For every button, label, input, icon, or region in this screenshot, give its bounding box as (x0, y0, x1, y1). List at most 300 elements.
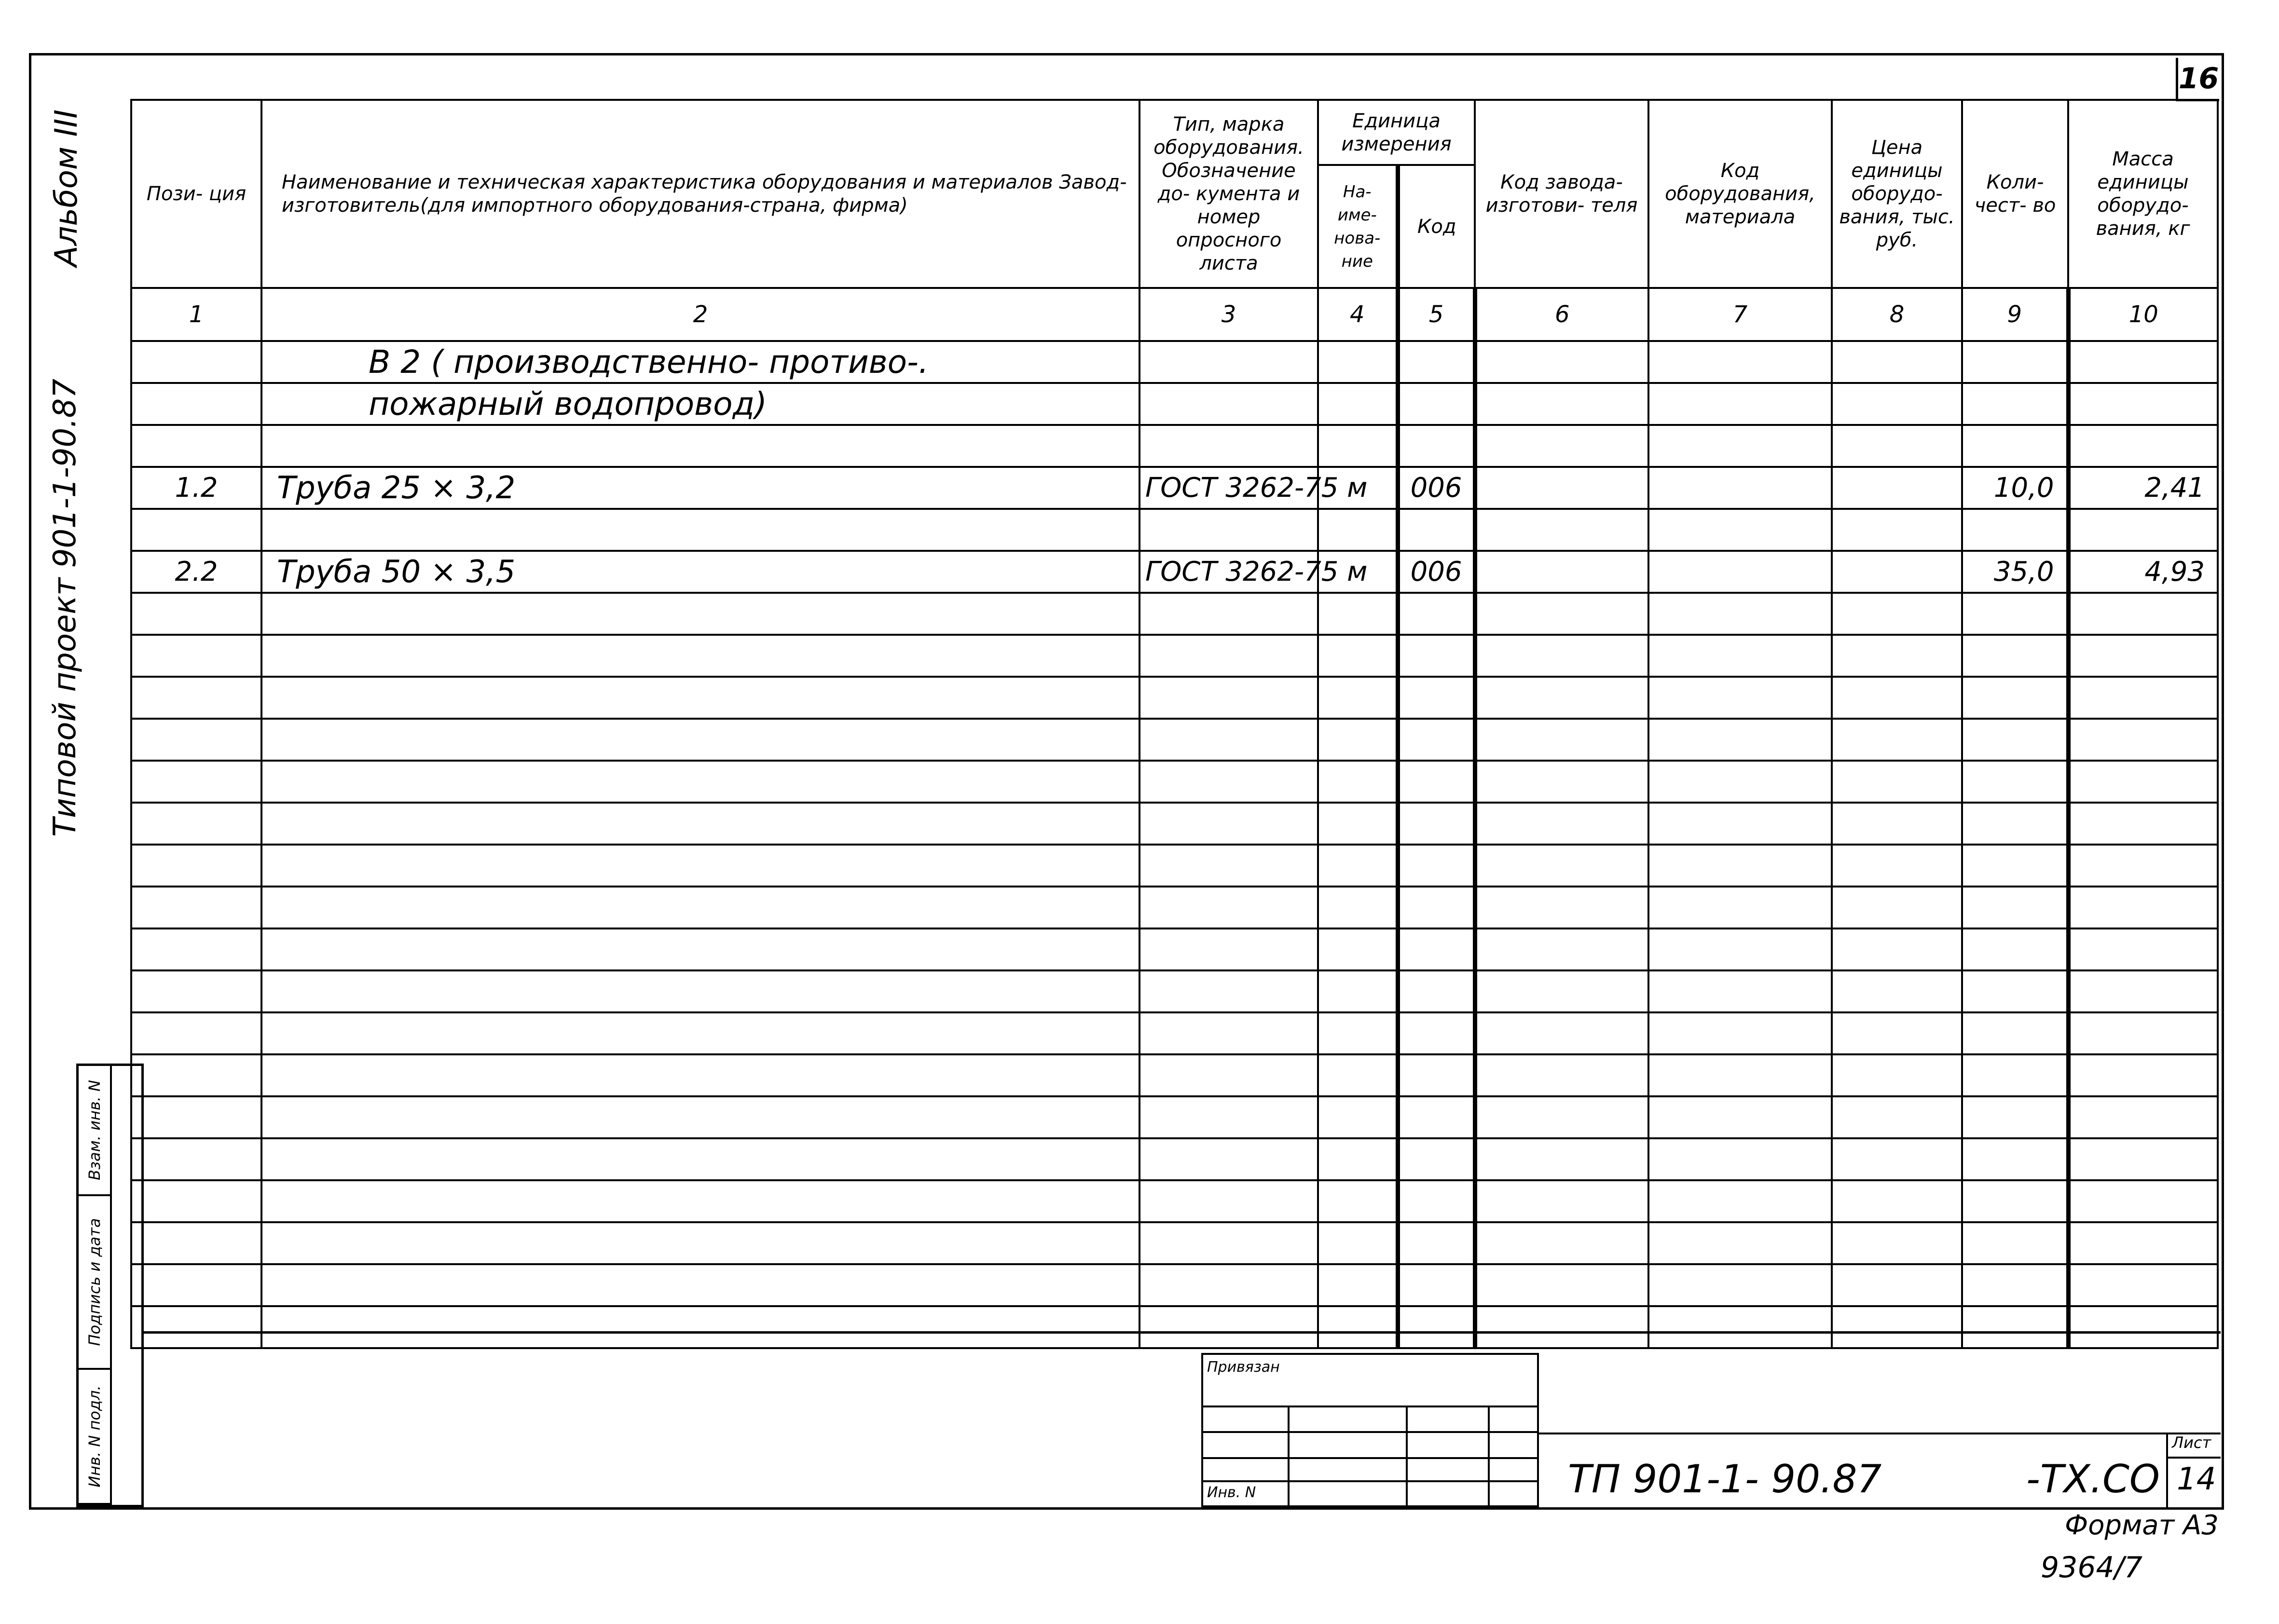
binding-block (1201, 1353, 1539, 1507)
stamp-cell-signature (79, 1196, 110, 1370)
col-num-8: 8 (1832, 288, 1962, 341)
cell-name (261, 1222, 1140, 1264)
cell-manufacturer-code (1475, 928, 1648, 970)
cell-equipment-code (1648, 1180, 1832, 1222)
cell-price (1832, 803, 1962, 845)
cell-equipment-code (1648, 1264, 1832, 1306)
cell-unit-code (1398, 1222, 1475, 1264)
cell-type (1140, 1012, 1318, 1054)
table-row (131, 1222, 2218, 1264)
cell-unit-code (1398, 887, 1475, 928)
cell-unit (1318, 383, 1398, 425)
cell-unit (1318, 1096, 1398, 1138)
document-suffix: -ТХ.СО (2026, 1457, 2160, 1501)
cell-quantity (1962, 1222, 2068, 1264)
cell-manufacturer-code (1475, 1138, 1648, 1180)
cell-type (1140, 970, 1318, 1012)
header-manufacturer-code: Код завода- изготови- теля (1475, 100, 1648, 288)
cell-type (1140, 1138, 1318, 1180)
cell-unit-code (1398, 1264, 1475, 1306)
cell-mass (2068, 1180, 2218, 1222)
cell-unit (1318, 928, 1398, 970)
cell-unit (1318, 761, 1398, 803)
cell-name: Труба 50 × 3,5 (261, 551, 1140, 593)
table-row (131, 803, 2218, 845)
cell-mass (2068, 1138, 2218, 1180)
cell-mass (2068, 1096, 2218, 1138)
cell-mass (2068, 761, 2218, 803)
cell-quantity (1962, 928, 2068, 970)
cell-quantity (1962, 1264, 2068, 1306)
cell-quantity (1962, 383, 2068, 425)
cell-unit (1318, 887, 1398, 928)
cell-quantity (1962, 593, 2068, 635)
cell-unit-code (1398, 1180, 1475, 1222)
table-row (131, 1264, 2218, 1306)
stamp-cell-original-inv (79, 1370, 110, 1505)
cell-manufacturer-code (1475, 970, 1648, 1012)
cell-position (131, 593, 261, 635)
cell-position (131, 383, 261, 425)
cell-equipment-code (1648, 383, 1832, 425)
cell-unit: м (1318, 551, 1398, 593)
table-row (131, 551, 2218, 593)
table-row (131, 1012, 2218, 1054)
cell-unit-code (1398, 1054, 1475, 1096)
cell-type: ГОСТ 3262-75 (1140, 551, 1318, 593)
cell-type (1140, 1096, 1318, 1138)
cell-unit-code (1398, 1012, 1475, 1054)
cell-unit (1318, 509, 1398, 551)
cell-type: ГОСТ 3262-75 (1140, 467, 1318, 509)
cell-unit: м (1318, 467, 1398, 509)
cell-unit-code (1398, 425, 1475, 467)
header-type: Тип, марка оборудования. Обозначение до- кумента и номер опросного листа (1140, 100, 1318, 288)
col-num-2: 2 (261, 288, 1140, 341)
cell-mass (2068, 383, 2218, 425)
header-unit-group: Единица измерения (1318, 100, 1475, 165)
cell-unit-code (1398, 928, 1475, 970)
cell-unit-code (1398, 970, 1475, 1012)
sheet-number: 16 (2176, 58, 2219, 101)
col-num-5: 5 (1398, 288, 1475, 341)
stamp-label-original-inv: Инв. N подл. (85, 1385, 104, 1488)
cell-unit (1318, 719, 1398, 761)
cell-name: пожарный водопровод) (261, 383, 1140, 425)
cell-manufacturer-code (1475, 383, 1648, 425)
cell-price (1832, 1264, 1962, 1306)
table-row (131, 383, 2218, 425)
cell-position (131, 970, 261, 1012)
cell-name (261, 677, 1140, 719)
cell-price (1832, 719, 1962, 761)
binding-label: Привязан (1207, 1359, 1280, 1376)
cell-type (1140, 803, 1318, 845)
col-num-4: 4 (1318, 288, 1398, 341)
cell-equipment-code (1648, 1012, 1832, 1054)
cell-position (131, 635, 261, 677)
cell-name (261, 593, 1140, 635)
cell-type (1140, 593, 1318, 635)
document-code: ТП 901-1- 90.87 (1568, 1457, 1882, 1501)
cell-unit-code (1398, 845, 1475, 887)
table-row (131, 1054, 2218, 1096)
cell-manufacturer-code (1475, 845, 1648, 887)
cell-mass (2068, 677, 2218, 719)
cell-equipment-code (1648, 551, 1832, 593)
cell-unit (1318, 1138, 1398, 1180)
cell-type (1140, 928, 1318, 970)
cell-unit-code (1398, 341, 1475, 383)
cell-type (1140, 509, 1318, 551)
cell-position (131, 1222, 261, 1264)
cell-type (1140, 1222, 1318, 1264)
cell-name (261, 1264, 1140, 1306)
cell-equipment-code (1648, 593, 1832, 635)
cell-manufacturer-code (1475, 719, 1648, 761)
col-num-7: 7 (1648, 288, 1832, 341)
cell-mass (2068, 928, 2218, 970)
cell-mass (2068, 425, 2218, 467)
cell-position (131, 719, 261, 761)
cell-type (1140, 425, 1318, 467)
cell-quantity (1962, 635, 2068, 677)
cell-manufacturer-code (1475, 1012, 1648, 1054)
cell-unit (1318, 1054, 1398, 1096)
cell-type (1140, 677, 1318, 719)
cell-position (131, 1264, 261, 1306)
cell-unit-code (1398, 383, 1475, 425)
cell-price (1832, 467, 1962, 509)
cell-equipment-code (1648, 341, 1832, 383)
cell-quantity (1962, 803, 2068, 845)
cell-price (1832, 425, 1962, 467)
cell-mass (2068, 509, 2218, 551)
cell-equipment-code (1648, 1138, 1832, 1180)
cell-name (261, 1138, 1140, 1180)
table-row (131, 1180, 2218, 1222)
cell-mass (2068, 1264, 2218, 1306)
cell-unit (1318, 341, 1398, 383)
cell-position (131, 1138, 261, 1180)
cell-price (1832, 1222, 1962, 1264)
cell-price (1832, 383, 1962, 425)
cell-equipment-code (1648, 467, 1832, 509)
cell-type (1140, 1264, 1318, 1306)
col-num-6: 6 (1475, 288, 1648, 341)
cell-name (261, 425, 1140, 467)
cell-position (131, 803, 261, 845)
cell-name (261, 1096, 1140, 1138)
table-row (131, 845, 2218, 887)
table-row (131, 593, 2218, 635)
specification-table (130, 99, 2219, 1349)
binding-rule (1203, 1480, 1537, 1482)
cell-price (1832, 970, 1962, 1012)
cell-unit-code (1398, 1096, 1475, 1138)
cell-quantity (1962, 677, 2068, 719)
table-row (131, 467, 2218, 509)
cell-manufacturer-code (1475, 803, 1648, 845)
cell-unit (1318, 1264, 1398, 1306)
cell-manufacturer-code (1475, 341, 1648, 383)
cell-price (1832, 551, 1962, 593)
cell-position (131, 761, 261, 803)
project-label: Типовой проект 901-1-90.87 (47, 378, 83, 837)
cell-position (131, 509, 261, 551)
header-mass: Масса единицы оборудо- вания, кг (2068, 100, 2218, 288)
cell-equipment-code (1648, 1096, 1832, 1138)
cell-quantity (1962, 509, 2068, 551)
cell-quantity (1962, 845, 2068, 887)
cell-equipment-code (1648, 677, 1832, 719)
cell-name (261, 719, 1140, 761)
cell-mass (2068, 887, 2218, 928)
cell-mass (2068, 719, 2218, 761)
cell-unit-code: 006 (1398, 551, 1475, 593)
cell-quantity (1962, 425, 2068, 467)
cell-quantity (1962, 887, 2068, 928)
cell-equipment-code (1648, 803, 1832, 845)
side-strip (39, 101, 92, 979)
cell-unit (1318, 803, 1398, 845)
cell-price (1832, 1180, 1962, 1222)
cell-price (1832, 635, 1962, 677)
binding-divider (1288, 1406, 1290, 1507)
cell-mass (2068, 845, 2218, 887)
archive-number: 9364/7 (2041, 1551, 2143, 1584)
table-row (131, 425, 2218, 467)
cell-unit-code (1398, 761, 1475, 803)
table-row (131, 1096, 2218, 1138)
cell-mass: 4,93 (2068, 551, 2218, 593)
cell-equipment-code (1648, 509, 1832, 551)
cell-price (1832, 677, 1962, 719)
cell-mass (2068, 341, 2218, 383)
cell-unit-code (1398, 719, 1475, 761)
table-row (131, 341, 2218, 383)
cell-unit (1318, 593, 1398, 635)
binding-rule (1203, 1431, 1537, 1433)
cell-name (261, 1054, 1140, 1096)
cell-price (1832, 1096, 1962, 1138)
cell-unit-code (1398, 1138, 1475, 1180)
cell-mass (2068, 803, 2218, 845)
cell-type (1140, 635, 1318, 677)
cell-unit (1318, 635, 1398, 677)
cell-position (131, 928, 261, 970)
cell-type (1140, 887, 1318, 928)
cell-name (261, 635, 1140, 677)
cell-name (261, 509, 1140, 551)
cell-equipment-code (1648, 761, 1832, 803)
cell-position (131, 845, 261, 887)
table-row (131, 1138, 2218, 1180)
header-price: Цена единицы оборудо- вания, тыс. руб. (1832, 100, 1962, 288)
header-position: Пози- ция (131, 100, 261, 288)
cell-type (1140, 845, 1318, 887)
cell-quantity (1962, 1096, 2068, 1138)
cell-position: 2.2 (131, 551, 261, 593)
binding-divider (1406, 1406, 1408, 1507)
cell-type (1140, 1054, 1318, 1096)
cell-manufacturer-code (1475, 1096, 1648, 1138)
cell-name: Труба 25 × 3,2 (261, 467, 1140, 509)
stamp-label-signature: Подпись и дата (85, 1218, 104, 1346)
binding-divider (1488, 1406, 1490, 1507)
cell-price (1832, 1012, 1962, 1054)
cell-manufacturer-code (1475, 593, 1648, 635)
table-row (131, 887, 2218, 928)
col-num-10: 10 (2068, 288, 2218, 341)
table-row (131, 928, 2218, 970)
cell-unit (1318, 970, 1398, 1012)
cell-manufacturer-code (1475, 887, 1648, 928)
column-number-row (131, 288, 2218, 341)
album-label: Альбом III (49, 109, 84, 267)
cell-price (1832, 1138, 1962, 1180)
cell-type (1140, 383, 1318, 425)
cell-price (1832, 1054, 1962, 1096)
cell-position (131, 425, 261, 467)
cell-name: В 2 ( производственно- противо-. (261, 341, 1140, 383)
sheet-value: 14 (2177, 1461, 2216, 1497)
cell-unit (1318, 1222, 1398, 1264)
cell-equipment-code (1648, 928, 1832, 970)
cell-equipment-code (1648, 887, 1832, 928)
sheet-box (2166, 1433, 2221, 1507)
sheet-label: Лист (2172, 1433, 2211, 1452)
cell-unit-code: 006 (1398, 467, 1475, 509)
cell-type (1140, 719, 1318, 761)
cell-name (261, 1180, 1140, 1222)
cell-position (131, 1096, 261, 1138)
cell-equipment-code (1648, 1222, 1832, 1264)
header-unit-name: На- име- нова- ние (1318, 165, 1398, 288)
table-row (131, 677, 2218, 719)
cell-name (261, 761, 1140, 803)
cell-mass (2068, 970, 2218, 1012)
binding-inv-label: Инв. N (1207, 1484, 1256, 1501)
cell-manufacturer-code (1475, 467, 1648, 509)
sheet-box-rule (2168, 1457, 2221, 1459)
cell-type (1140, 1180, 1318, 1222)
album-label-box (42, 109, 91, 267)
table-row (131, 719, 2218, 761)
cell-quantity (1962, 719, 2068, 761)
cell-price (1832, 845, 1962, 887)
cell-manufacturer-code (1475, 1054, 1648, 1096)
cell-price (1832, 341, 1962, 383)
cell-name (261, 845, 1140, 887)
col-num-1: 1 (131, 288, 261, 341)
cell-mass (2068, 1012, 2218, 1054)
cell-unit-code (1398, 677, 1475, 719)
header-quantity: Коли- чест- во (1962, 100, 2068, 288)
cell-price (1832, 509, 1962, 551)
cell-quantity (1962, 341, 2068, 383)
cell-position (131, 1054, 261, 1096)
cell-mass (2068, 593, 2218, 635)
cell-unit (1318, 425, 1398, 467)
table-row (131, 761, 2218, 803)
cell-quantity (1962, 761, 2068, 803)
cell-equipment-code (1648, 635, 1832, 677)
col-num-3: 3 (1140, 288, 1318, 341)
cell-equipment-code (1648, 719, 1832, 761)
stamp-cell-replacement-inv (79, 1066, 110, 1196)
cell-position: 1.2 (131, 467, 261, 509)
cell-name (261, 887, 1140, 928)
table-row (131, 509, 2218, 551)
cell-unit-code (1398, 635, 1475, 677)
cell-manufacturer-code (1475, 425, 1648, 467)
stamp-divider (110, 1066, 112, 1505)
cell-unit-code (1398, 593, 1475, 635)
cell-equipment-code (1648, 845, 1832, 887)
cell-manufacturer-code (1475, 551, 1648, 593)
cell-type (1140, 761, 1318, 803)
cell-name (261, 803, 1140, 845)
col-num-9: 9 (1962, 288, 2068, 341)
cell-quantity (1962, 970, 2068, 1012)
cell-mass: 2,41 (2068, 467, 2218, 509)
cell-position (131, 677, 261, 719)
cell-price (1832, 928, 1962, 970)
cell-manufacturer-code (1475, 761, 1648, 803)
cell-equipment-code (1648, 970, 1832, 1012)
cell-quantity (1962, 1054, 2068, 1096)
cell-unit (1318, 1180, 1398, 1222)
cell-unit (1318, 677, 1398, 719)
cell-mass (2068, 1054, 2218, 1096)
cell-price (1832, 887, 1962, 928)
cell-position (131, 341, 261, 383)
cell-manufacturer-code (1475, 1222, 1648, 1264)
table-row (131, 635, 2218, 677)
binding-rule (1203, 1457, 1537, 1459)
cell-quantity: 35,0 (1962, 551, 2068, 593)
cell-name (261, 1012, 1140, 1054)
format-note: Формат А3 (2065, 1510, 2219, 1541)
cell-position (131, 1180, 261, 1222)
cell-equipment-code (1648, 425, 1832, 467)
header-equipment-code: Код оборудования, материала (1648, 100, 1832, 288)
cell-position (131, 887, 261, 928)
cell-unit-code (1398, 509, 1475, 551)
cell-equipment-code (1648, 1054, 1832, 1096)
cell-manufacturer-code (1475, 635, 1648, 677)
table-row (131, 970, 2218, 1012)
cell-type (1140, 341, 1318, 383)
cell-manufacturer-code (1475, 677, 1648, 719)
cell-manufacturer-code (1475, 1180, 1648, 1222)
cell-quantity (1962, 1180, 2068, 1222)
header-unit-code: Код (1398, 165, 1475, 288)
specification-body (131, 341, 2218, 1348)
cell-quantity (1962, 1012, 2068, 1054)
cell-unit (1318, 1012, 1398, 1054)
cell-price (1832, 761, 1962, 803)
cell-manufacturer-code (1475, 1264, 1648, 1306)
cell-price (1832, 593, 1962, 635)
binding-rule (1203, 1406, 1537, 1407)
stamp-label-replacement-inv: Взам. инв. N (85, 1080, 104, 1180)
cell-quantity (1962, 1138, 2068, 1180)
header-name: Наименование и техническая характеристика оборудования и материалов Завод-изготовитель(для импортного оборудования-страна, фирма) (261, 100, 1140, 288)
cell-unit (1318, 845, 1398, 887)
cell-manufacturer-code (1475, 509, 1648, 551)
